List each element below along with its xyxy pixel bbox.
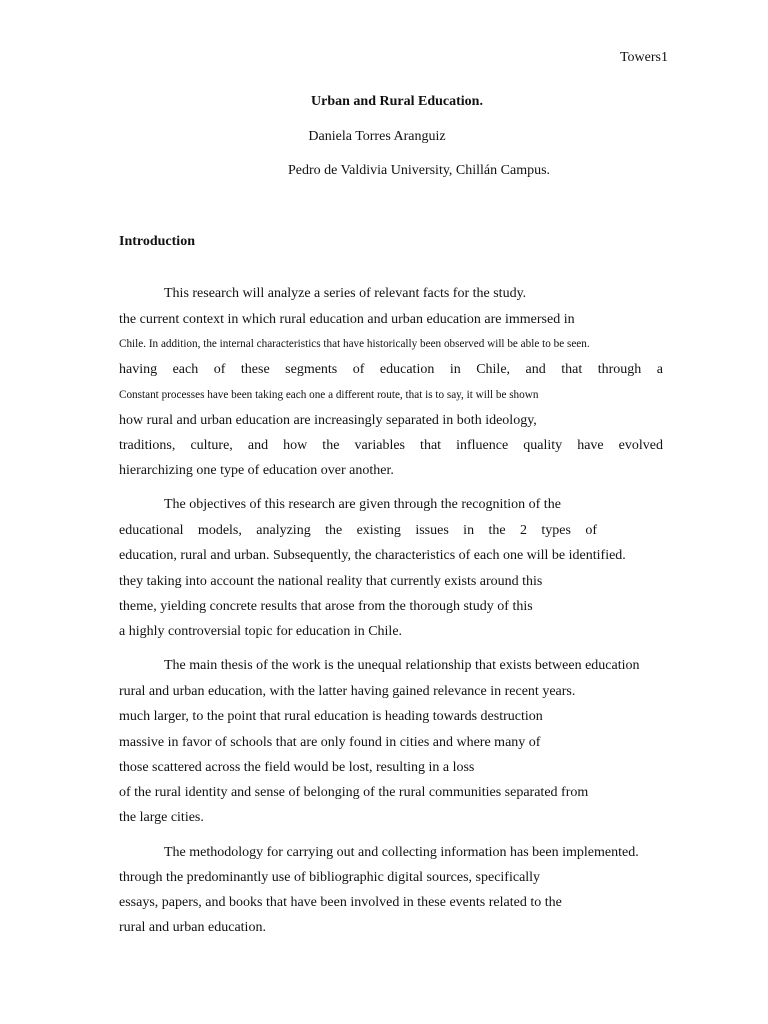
paragraph-line: through the predominantly use of bibliographic digital sources, specifically <box>119 870 541 885</box>
document-title: Urban and Rural Education. <box>311 94 483 109</box>
paragraph-line: Chile. In addition, the internal characteristics that have historically been observed will be able to be seen. <box>119 338 590 350</box>
paragraph-line: massive in favor of schools that are only found in cities and where many of <box>119 735 541 750</box>
paragraph-line: educational models, analyzing the existing issues in the 2 types of <box>119 523 597 538</box>
paragraph-line: of the rural identity and sense of belonging of the rural communities separated from <box>119 785 589 800</box>
paragraph-line: The objectives of this research are given through the recognition of the <box>164 497 561 512</box>
paragraph-line: the current context in which rural education and urban education are immersed in <box>119 312 575 327</box>
paragraph-line: theme, yielding concrete results that arose from the thorough study of this <box>119 599 533 614</box>
paragraph-line: rural and urban education. <box>119 920 266 935</box>
paragraph-line: a highly controversial topic for education in Chile. <box>119 624 403 639</box>
paragraph-line: rural and urban education, with the latter having gained relevance in recent years. <box>119 684 576 699</box>
author-affiliation: Pedro de Valdivia University, Chillán Campus. <box>287 163 551 178</box>
paragraph-line: education, rural and urban. Subsequently, the characteristics of each one will be identified. <box>119 548 626 563</box>
paragraph-line: having each of these segments of education in Chile, and that through a <box>119 362 663 377</box>
paragraph-line: The main thesis of the work is the unequal relationship that exists between education <box>164 658 640 673</box>
paragraph-line: Constant processes have been taking each one a different route, that is to say, it will be shown <box>119 389 539 401</box>
paragraph-line: traditions, culture, and how the variables that influence quality have evolved <box>119 438 663 453</box>
paragraph-line: This research will analyze a series of relevant facts for the study. <box>164 286 527 301</box>
author-name: Daniela Torres Aranguiz <box>308 129 446 144</box>
page-header: Towers1 <box>619 50 668 65</box>
paragraph-line: they taking into account the national reality that currently exists around this <box>119 574 543 589</box>
section-heading: Introduction <box>119 234 195 249</box>
paragraph-line: those scattered across the field would be lost, resulting in a loss <box>119 760 475 775</box>
paragraph-line: hierarchizing one type of education over another. <box>119 463 394 478</box>
paragraph-line: essays, papers, and books that have been involved in these events related to the <box>119 895 562 910</box>
paragraph-line: how rural and urban education are increasingly separated in both ideology, <box>119 413 537 428</box>
paragraph-line: The methodology for carrying out and collecting information has been implemented. <box>164 845 639 860</box>
paragraph-line: the large cities. <box>119 810 204 825</box>
paragraph-line: much larger, to the point that rural education is heading towards destruction <box>119 709 543 724</box>
